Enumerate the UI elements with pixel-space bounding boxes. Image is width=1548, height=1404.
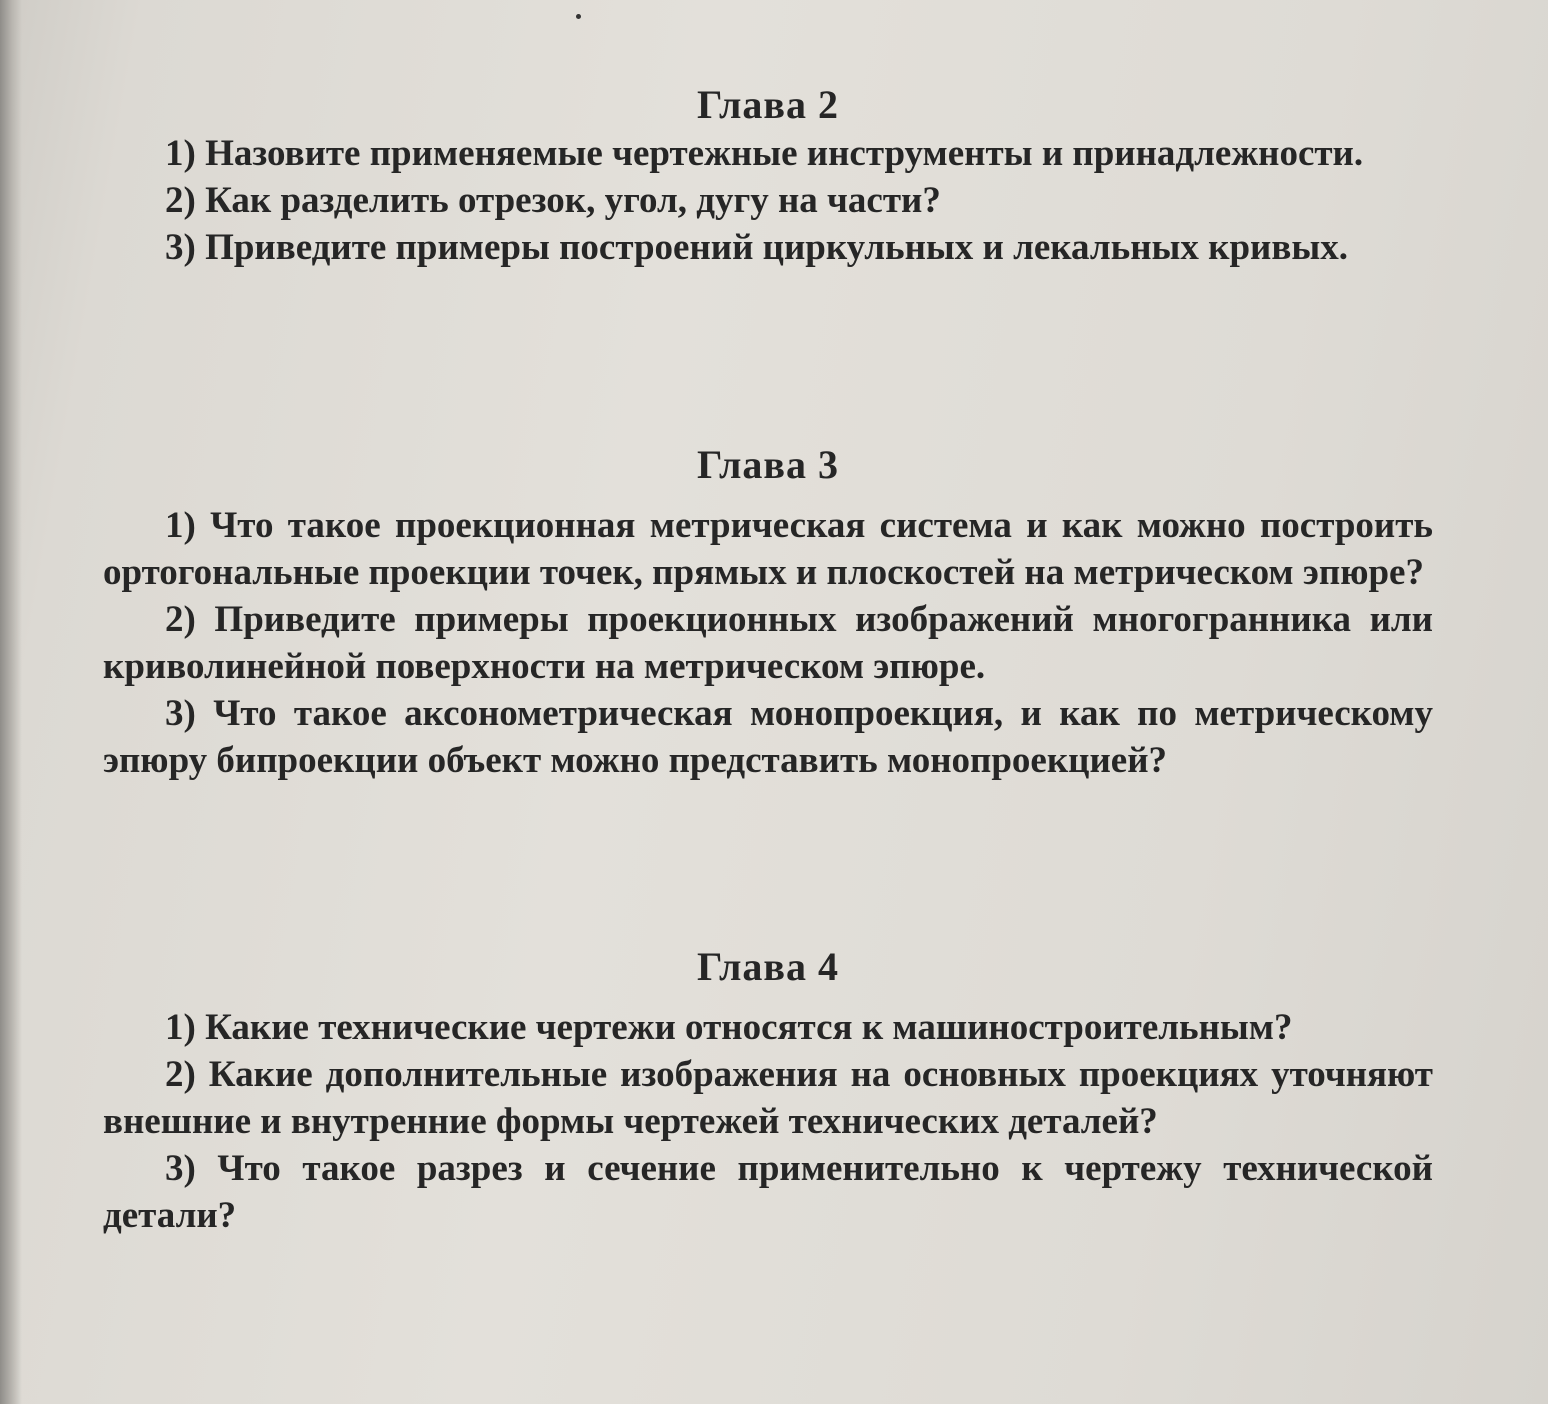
- print-speck: [576, 14, 581, 19]
- chapter-2-question-3: 3) Приведите примеры построений циркульных и лекальных кривых.: [165, 227, 1348, 268]
- page-spine-shadow: [0, 0, 22, 1404]
- chapter-3-title: Глава 3: [697, 442, 839, 487]
- chapter-4-question-2: 2) Какие дополнительные изображения на основных проекциях уточняют внешние и внутренние формы чертежей технических деталей?: [103, 1054, 1433, 1142]
- chapter-4-section: [103, 942, 1433, 1239]
- chapter-2-question-2: 2) Как разделить отрезок, угол, дугу на части?: [165, 180, 941, 221]
- chapter-3-question-1: 1) Что такое проекционная метрическая система и как можно построить ортогональные проекции точек, прямых и плоскостей на метрическом эпюре?: [103, 505, 1433, 593]
- chapter-2-section: [103, 80, 1433, 271]
- chapter-4-question-3: 3) Что такое разрез и сечение применительно к чертежу технической детали?: [103, 1148, 1433, 1236]
- chapter-4-question-1: 1) Какие технические чертежи относятся к машиностроительным?: [165, 1007, 1293, 1048]
- chapter-3-question-2: 2) Приведите примеры проекционных изображений многогранника или криволинейной поверхности на метрическом эпюре.: [103, 599, 1433, 687]
- chapter-4-title: Глава 4: [697, 944, 839, 989]
- chapter-2-title: Глава 2: [697, 82, 839, 127]
- chapter-2-question-1: 1) Назовите применяемые чертежные инструменты и принадлежности.: [165, 133, 1364, 174]
- chapter-3-section: [103, 440, 1433, 784]
- chapter-3-question-3: 3) Что такое аксонометрическая монопроекция, и как по метрическому эпюру бипроекции объект можно представить монопроекцией?: [103, 693, 1433, 781]
